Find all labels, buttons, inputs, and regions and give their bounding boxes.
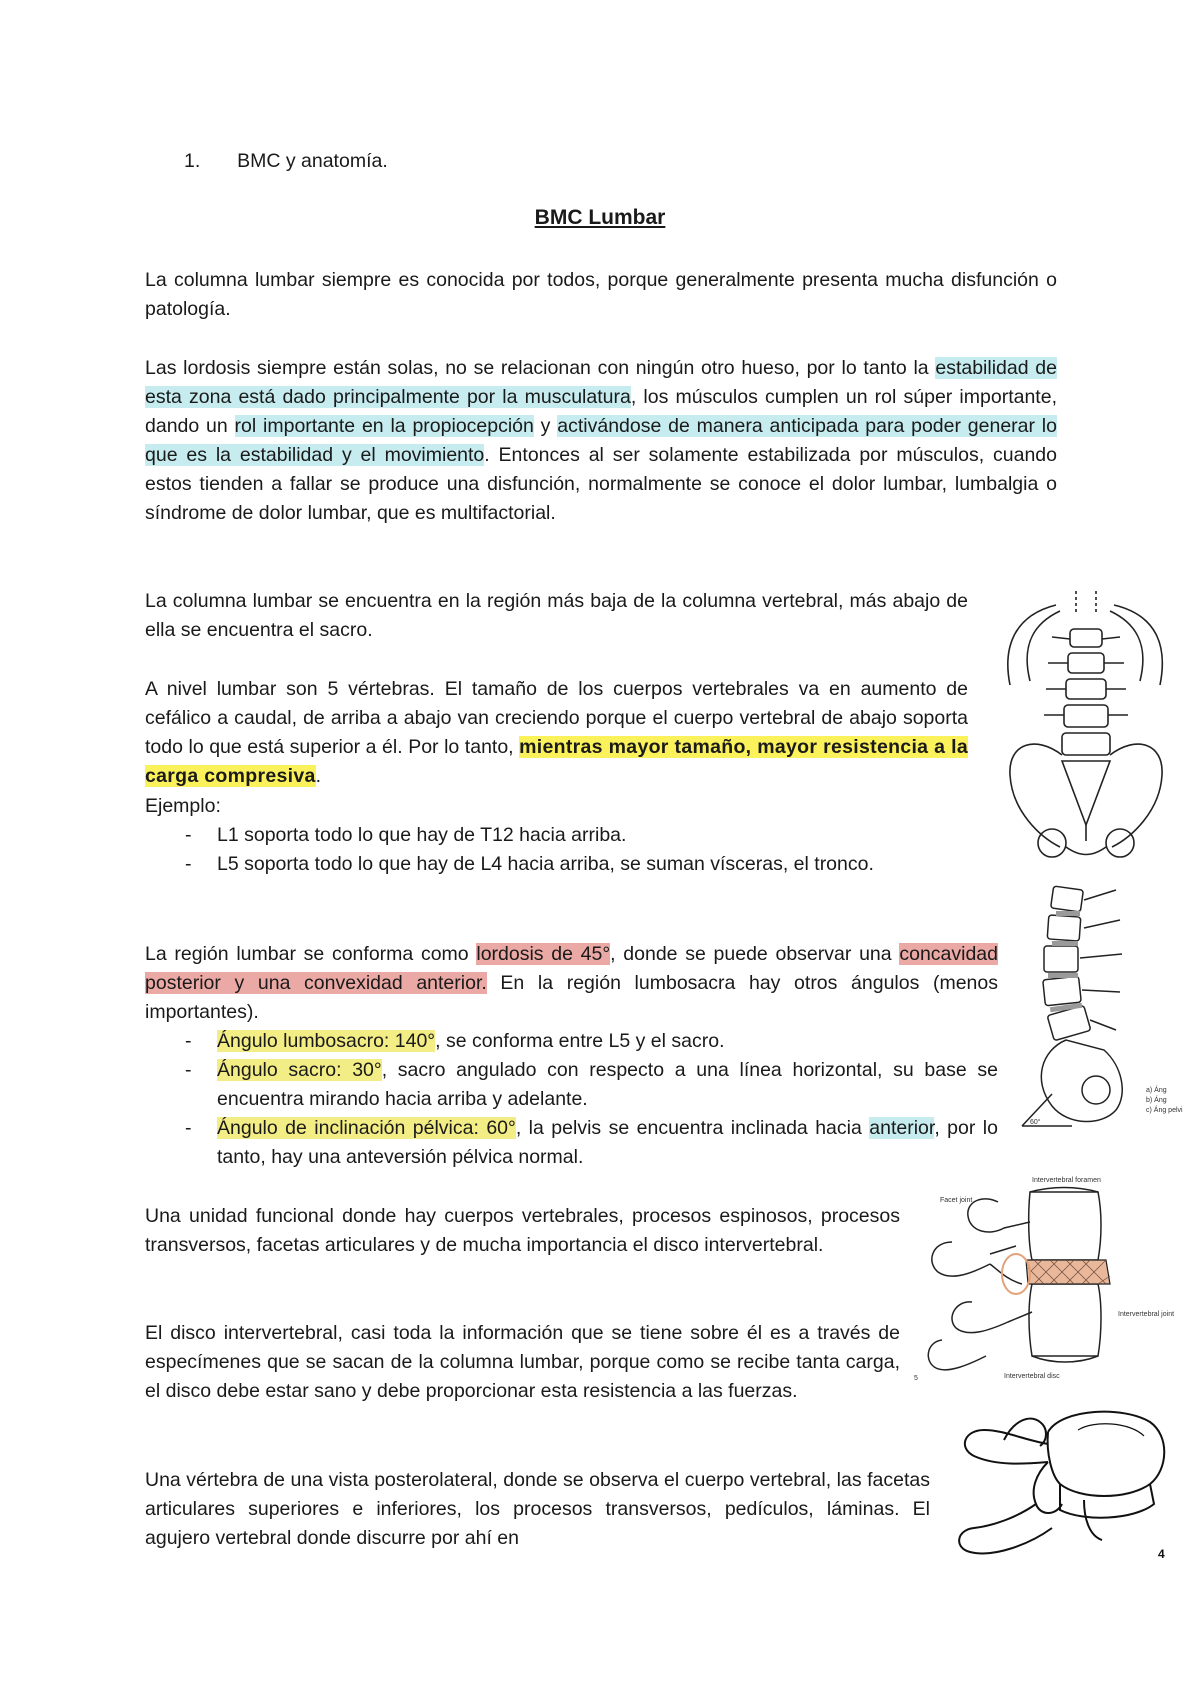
paragraph-region [145,940,998,1027]
vertebra-illustration [944,1400,1178,1564]
list-item-text: L5 soporta todo lo que hay de L4 hacia arriba, se suman vísceras, el tronco. [217,853,874,875]
list-item-text: , sacro angulado con respecto a una línea horizontal, su base se encuentra mirando hacia arriba y adelante. [217,1059,998,1110]
label-disc: Intervertebral disc [1004,1373,1060,1380]
dash-bullet: - [185,1059,192,1081]
text-span: , donde se puede observar una [610,943,900,965]
example-block [145,792,968,879]
list-heading-text: BMC y anatomía. [237,150,388,172]
text-span: La región lumbar se conforma como [145,943,477,965]
list-item [145,850,968,879]
dash-bullet: - [185,1030,192,1052]
list-item [145,1027,998,1056]
figure-vertebra-posterolateral [944,1400,1178,1564]
dash-bullet: - [185,824,192,846]
label-foramen: Intervertebral foramen [1032,1177,1101,1184]
title-wrap [0,206,1200,230]
highlight-stability: estabilidad de esta zona está dado principalmente por la musculatura [145,357,1057,408]
lumbosacral-illustration [1012,880,1183,1150]
list-item-text: L1 soporta todo lo que hay de T12 hacia arriba. [217,824,627,846]
list-item [145,1114,998,1172]
example-list [145,821,968,879]
angles-list [145,1027,998,1172]
figure-lumbar-pelvis [996,585,1176,877]
list-item [145,1056,998,1114]
list-heading [184,150,388,173]
dash-bullet: - [185,853,192,875]
paragraph-vertebra-view: Una vértebra de una vista posterolateral, donde se observa el cuerpo vertebral, las facetas articulares superiores e inferiores, los procesos transversos, pedículos, láminas. El agujero vertebral donde discurre por ahí en [145,1469,930,1549]
highlight-angle: Ángulo sacro: 30° [217,1059,382,1081]
figure-intervertebral-joint [912,1172,1178,1386]
paragraph-disc: El disco intervertebral, casi toda la información que se tiene sobre él es a través de especímenes que se sacan de la columna lumbar, porque como se recibe tanta carga, el disco debe estar sano y debe proporcionar esta resistencia a las fuerzas. [145,1322,900,1402]
label-intervertebral-joint: Intervertebral joint [1118,1311,1175,1318]
intervertebral-illustration [912,1172,1178,1386]
highlight-proprioception: rol importante en la propiocepción [234,415,534,437]
highlight-angle: Ángulo de inclinación pélvica: 60° [217,1117,516,1139]
list-item [145,821,968,850]
list-item-text: , por lo tanto, hay una anteversión pélvica normal. [217,1117,998,1168]
angle-label: 60° [1030,1119,1041,1126]
paragraph-intro: La columna lumbar siempre es conocida por todos, porque generalmente presenta mucha disfunción o patología. [145,269,1057,320]
highlight-angle: Ángulo lumbosacro: 140° [217,1030,436,1052]
highlight-resistance: mientras mayor tamaño, mayor resistencia a la carga compresiva [145,736,968,787]
figure-number-4: 4 [1158,1547,1165,1561]
text-span: . Entonces al ser solamente estabilizada por músculos, cuando estos tienden a fallar se produce una disfunción, normalmente se conoce el dolor lumbar, lumbalgia o síndrome de dolor lumbar, que es multifactorial. [145,444,1057,524]
paragraph-lordosis [145,354,1057,528]
page-title: BMC Lumbar [534,206,666,229]
text-span: y [533,415,558,437]
figure-number-5: 5 [914,1375,918,1382]
paragraph-vertebrae [145,675,968,791]
fig2-label-b: b) Áng [1146,1097,1167,1104]
highlight-anticipation: activándose de manera anticipada para poder generar lo que es la estabilidad y el movimiento [145,415,1057,466]
fig2-label-a: a) Áng [1146,1087,1167,1094]
list-number: 1. [184,150,201,172]
text-span: , los músculos cumplen un rol súper importante, dando un [145,386,1057,437]
fig2-label-c: c) Áng pelvi [1146,1107,1183,1114]
list-item-text: , la pelvis se encuentra inclinada hacia [515,1117,870,1139]
text-span: En la región lumbosacra hay otros ángulos (menos importantes). [145,972,998,1023]
text-span: . [315,765,322,787]
highlight-concavity: concavidad posterior y una convexidad anterior. [145,943,998,994]
text-span: A nivel lumbar son 5 vértebras. El tamaño de los cuerpos vertebrales va en aumento de cefálico a caudal, de arriba a abajo van creciendo porque el cuerpo vertebral de abajo soporta todo lo que está superior a él. Por lo tanto, [145,678,968,758]
highlight-anterior: anterior [869,1117,935,1139]
example-label: Ejemplo: [145,795,221,817]
dash-bullet: - [185,1117,192,1139]
list-item-text: , se conforma entre L5 y el sacro. [435,1030,725,1052]
figure-lumbosacral-lateral [1012,880,1183,1150]
text-span: Las lordosis siempre están solas, no se relacionan con ningún otro hueso, por lo tanto la [145,357,936,379]
paragraph-functional-unit: Una unidad funcional donde hay cuerpos vertebrales, procesos espinosos, procesos transversos, facetas articulares y de mucha importancia el disco intervertebral. [145,1205,900,1256]
highlight-lordosis-45: lordosis de 45° [476,943,611,965]
paragraph-location: La columna lumbar se encuentra en la región más baja de la columna vertebral, más abajo de ella se encuentra el sacro. [145,590,968,641]
label-facet-joint: Facet joint [940,1197,973,1204]
pelvis-illustration [996,585,1176,877]
